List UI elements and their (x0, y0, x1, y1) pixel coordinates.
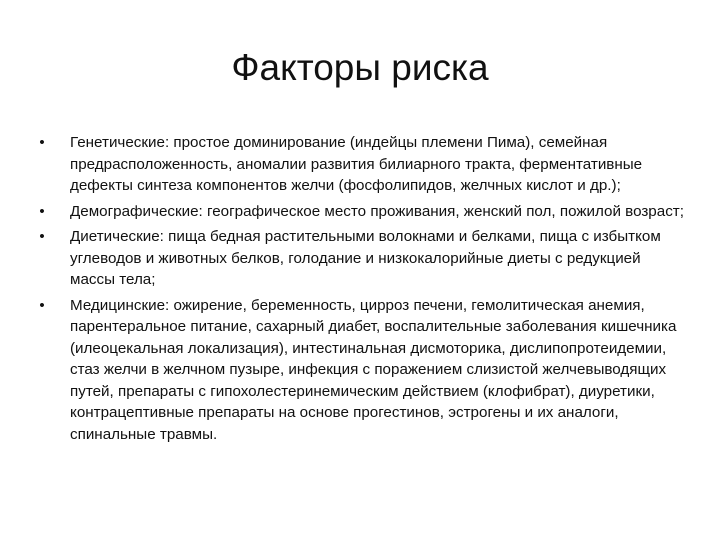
bullet-term: Диетические: (70, 228, 164, 245)
bullet-term: Медицинские: (70, 296, 170, 314)
bullet-term: Демографические: (70, 202, 203, 220)
bullet-item-medical (36, 295, 688, 446)
bullet-text: простое доминирование (индейцы племени Пима), семейная предрасположенность, аномалии развития билиарного тракта, ферментативные дефекты синтеза компонентов желчи (фосфолипидов, желчных кислот и др.); (70, 134, 643, 194)
bullet-icon: • (39, 202, 45, 220)
bullet-item-dietary (36, 226, 688, 291)
slide-title: Факторы риска (231, 47, 489, 88)
bullet-icon: • (39, 228, 45, 245)
bullet-item-demographic (36, 201, 688, 223)
bullet-icon: • (39, 134, 45, 151)
bullet-item-genetic (36, 132, 688, 197)
bullet-term: Генетические: (70, 134, 170, 151)
bullet-icon: • (39, 296, 45, 314)
bullet-text: пища бедная растительными волокнами и белками, пища с избытком углеводов и животных белков, голодание и низкокалорийные диеты с редукцией массы тела; (70, 228, 661, 288)
bullet-text: ожирение, беременность, цирроз печени, гемолитическая анемия, парентеральное питание, сахарный диабет, воспалительные заболевания кишечника (илеоцекальная локализация), интестинальная дисмоторика, дислипопротеидемии, стаз желчи в желчном пузыре, инфекция с поражением слизистой желчевыводящих путей, препараты с гипохолестеринемическим действием (клофибрат), диуретики, контрацептивные препараты на основе прогестинов, эстрогены и их аналоги, спинальные травмы. (70, 296, 677, 443)
bullet-text: географическое место проживания, женский пол, пожилой возраст; (202, 202, 684, 220)
bullet-list (36, 132, 688, 449)
